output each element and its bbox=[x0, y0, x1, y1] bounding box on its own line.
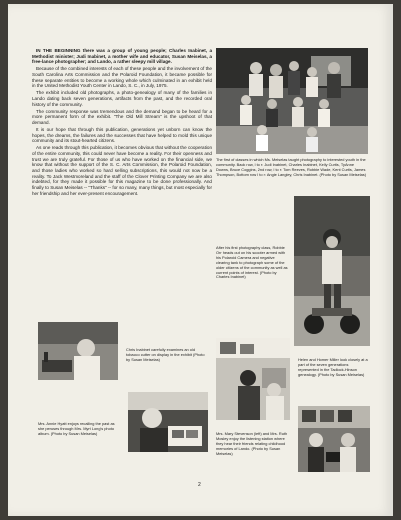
robbie-photo-caption: After his first photography class, Robbie Orr heads out on his scooter armed with his Polaroid Camera and negative clearing tank to photograph some of the older citizens of the community as well as current points of interest. (Photo by Charles Inabinet) bbox=[216, 245, 288, 280]
magazine-page bbox=[8, 4, 393, 516]
mary-ruth-caption: Mrs. Mary Stevenson (left) and Mrs. Ruth Mosley enjoy the listening station where they hear their friends relating childhood memories of Lando. (Photo by Susan Meiselas) bbox=[216, 431, 288, 456]
page-number: 2 bbox=[198, 482, 201, 488]
opening-paragraph: IN THE BEGINNING there was a group of young people; Charles Inabinet, a Methodist minister; Judi Inabinet, a mother wife and educator, Susan Meiselas, a free-lance photographer; and Lando, a rather sleepy mill village. bbox=[32, 48, 212, 65]
mary-ruth-photo bbox=[298, 406, 370, 472]
annie-photo bbox=[128, 392, 208, 452]
body-paragraph: The exhibit included old photographs, a photo-genealogy of many of the families in Lando dating back seven generations, artifacts from the past, and the recorded oral history of the community. bbox=[32, 90, 212, 107]
helen-homer-caption: Helen and Homer Miller look closely at a part of the seven generations represented in the Tadlock-Hinson genealogy. (Photo by Susan Meiselas) bbox=[298, 357, 368, 377]
helen-homer-photo bbox=[216, 338, 290, 420]
body-paragraph: It is our hope that through this publication, generations yet unborn can know the hopes, the dreams, the failures and the successes that have helped to mold this unique community and its stout-hearted citizens. bbox=[32, 126, 212, 144]
chris-photo-caption: Chris Inabinet carefully examines an old tobacco cutter on display in the exhibit (Photo by Susan Meiselas) bbox=[126, 347, 205, 362]
body-paragraph: Because of the combined interests of each of these people and the involvement of the South Carolina Arts Commission and the Polaroid Foundation, it became possible for these separate entities to become a working whole which culminated in an exhibit held in the United Methodist Youth Center in Lando, S. C., in July, 1975. bbox=[32, 66, 212, 89]
body-paragraph: As one reads through this publication, it becomes obvious that without the cooperation of the entire community, this could never have become a reality. For their openness and trust we are truly grateful. For those of us who have worked on the financial side, we know that without the support of the S. C. Arts Commission, the Polaroid Foundation, and those ladies who worked so hard selling subscriptions, this would not now be a reality. To Jack Westmoreland and the staff of the Clover Printing Company we are also indebted, for they made it possible for this magazine to be done professionally. And finally to Susan Meiselas -- "Thanks" -- for so many, many things, but most especially for her friendship and her ever-present encouragement. bbox=[32, 145, 212, 196]
body-paragraph: The community response was tremendous and the demand began to be heard for a more permanent form of the exhibit. "The Old Mill Stream" is the upshoot of that demand. bbox=[32, 108, 212, 125]
class-group-photo bbox=[216, 48, 368, 154]
robbie-scooter-photo bbox=[294, 196, 370, 346]
annie-photo-caption: Mrs. Annie Hyatt enjoys recalling the past as she peruses through Mrs. Myrt Long's photo album. (Photo by Susan Meiselas) bbox=[38, 421, 115, 436]
class-photo-caption: The first of classes in which Ms. Meiselas taught photography to interested youth in the community. Back row, l to r: Judi Inabinet, Charles Inabinet, Kelly Curtis, TyAnne Downs, Bruce Coggins, 2nd row, l to r: Tom Reeves, Robbie Wade, Kent Curtis, James Thompson, Bottom row l to r: Angie Langley, Chris Inabinet. (Photo by Susan Meiselas) bbox=[216, 157, 367, 177]
article-body bbox=[32, 48, 212, 198]
chris-photo bbox=[38, 322, 118, 380]
